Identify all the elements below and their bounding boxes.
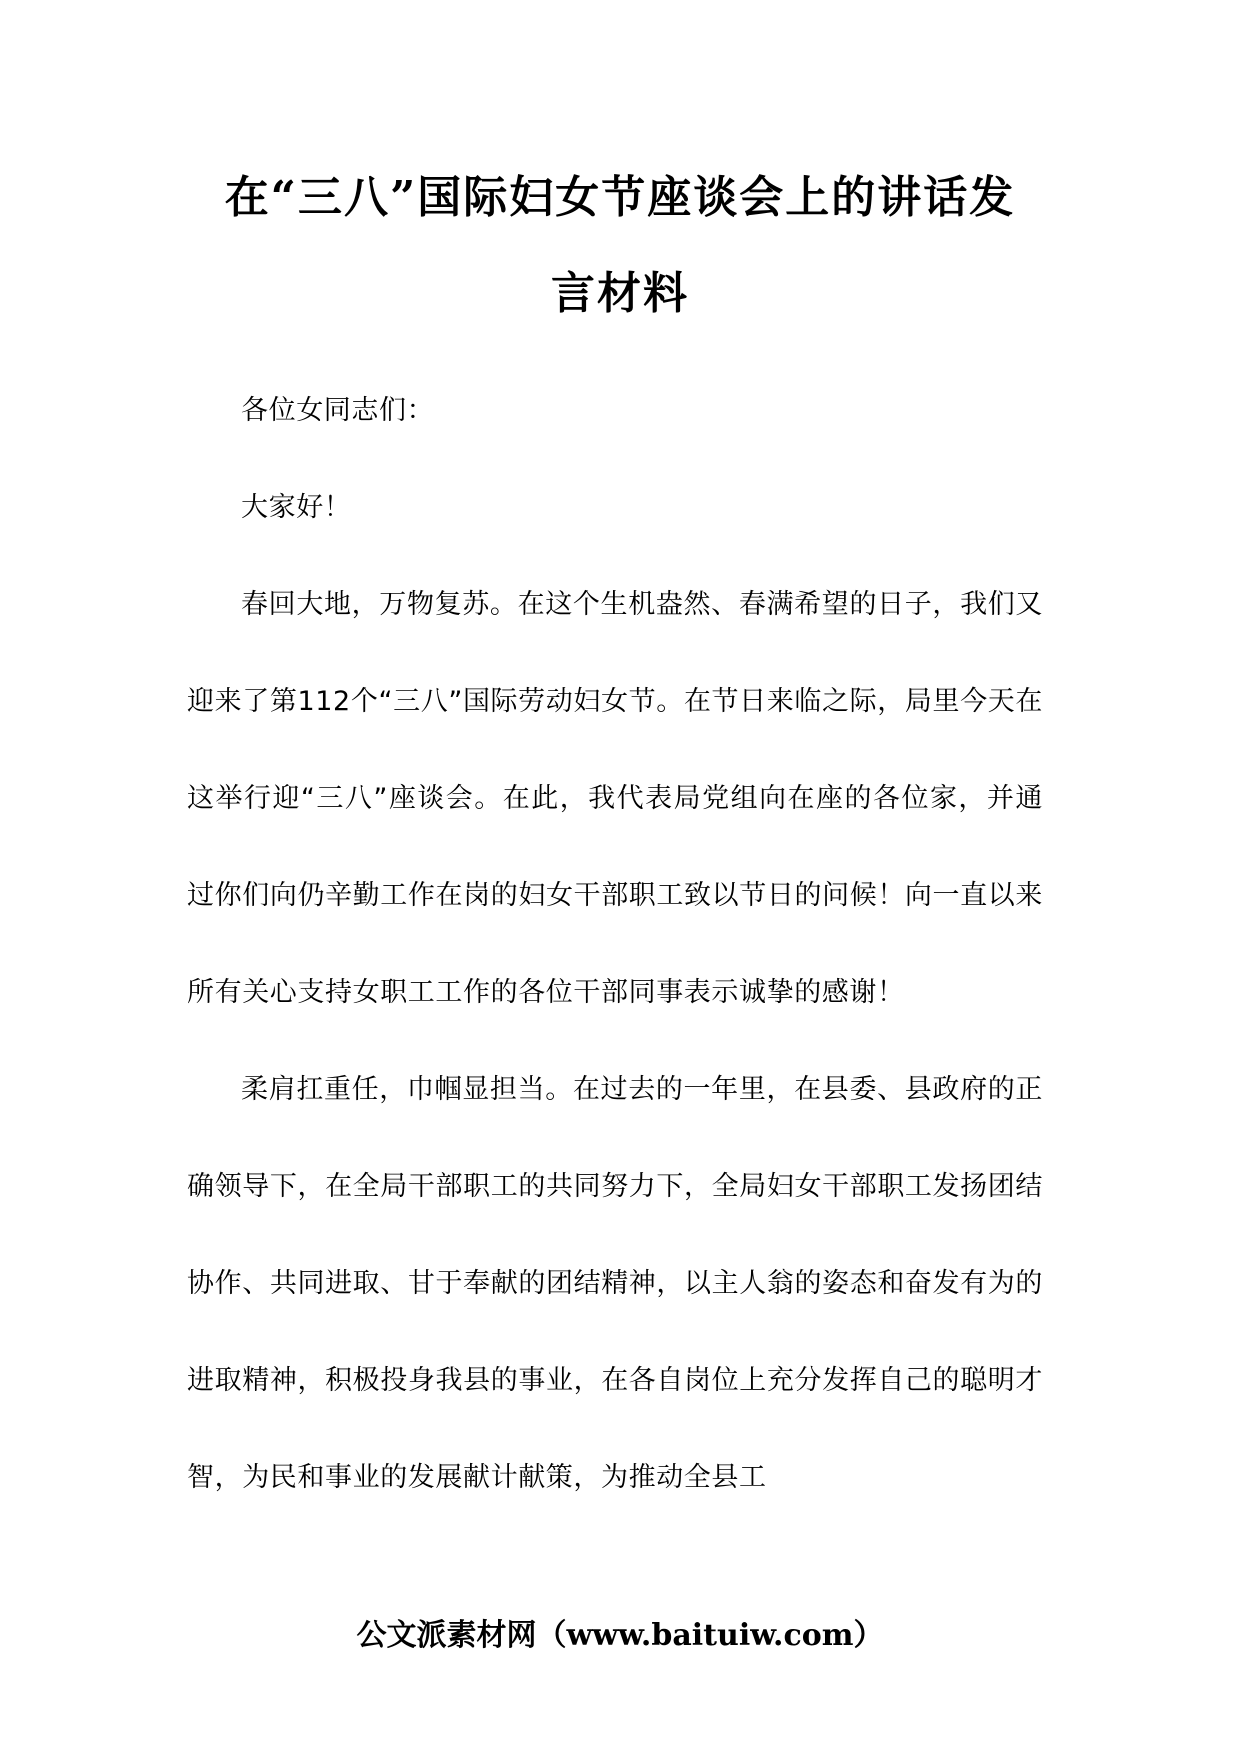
- document-body: [187, 362, 1043, 1526]
- title-line-1: 在“三八”国际妇女节座谈会上的讲话发: [224, 172, 1016, 223]
- body-paragraph: 柔肩扛重任，巾帼显担当。在过去的一年里，在县委、县政府的正确领导下，在全局干部职工的共同努力下，全局妇女干部职工发扬团结协作、共同进取、甘于奉献的团结精神，以主人翁的姿态和奋发有为的进取精神，积极投身我县的事业，在各自岗位上充分发挥自己的聪明才智，为民和事业的发展献计献策，为推动全县工: [187, 1074, 1043, 1493]
- salutation-paragraph: 各位女同志们：: [241, 395, 435, 426]
- document-title: [180, 150, 1060, 342]
- title-line-2: 言材料: [551, 268, 689, 319]
- body-paragraph: 春回大地，万物复苏。在这个生机盎然、春满希望的日子，我们又迎来了第112个“三八”国际劳动妇女节。在节日来临之际，局里今天在这举行迎“三八”座谈会。在此，我代表局党组向在座的各位家，并通过你们向仍辛勤工作在岗的妇女干部职工致以节日的问候！向一直以来所有关心支持女职工工作的各位干部同事表示诚挚的感谢！: [187, 589, 1043, 1008]
- greeting-paragraph: 大家好！: [241, 492, 352, 523]
- footer-source: 公文派素材网（www.baituiw.com）: [356, 1618, 884, 1653]
